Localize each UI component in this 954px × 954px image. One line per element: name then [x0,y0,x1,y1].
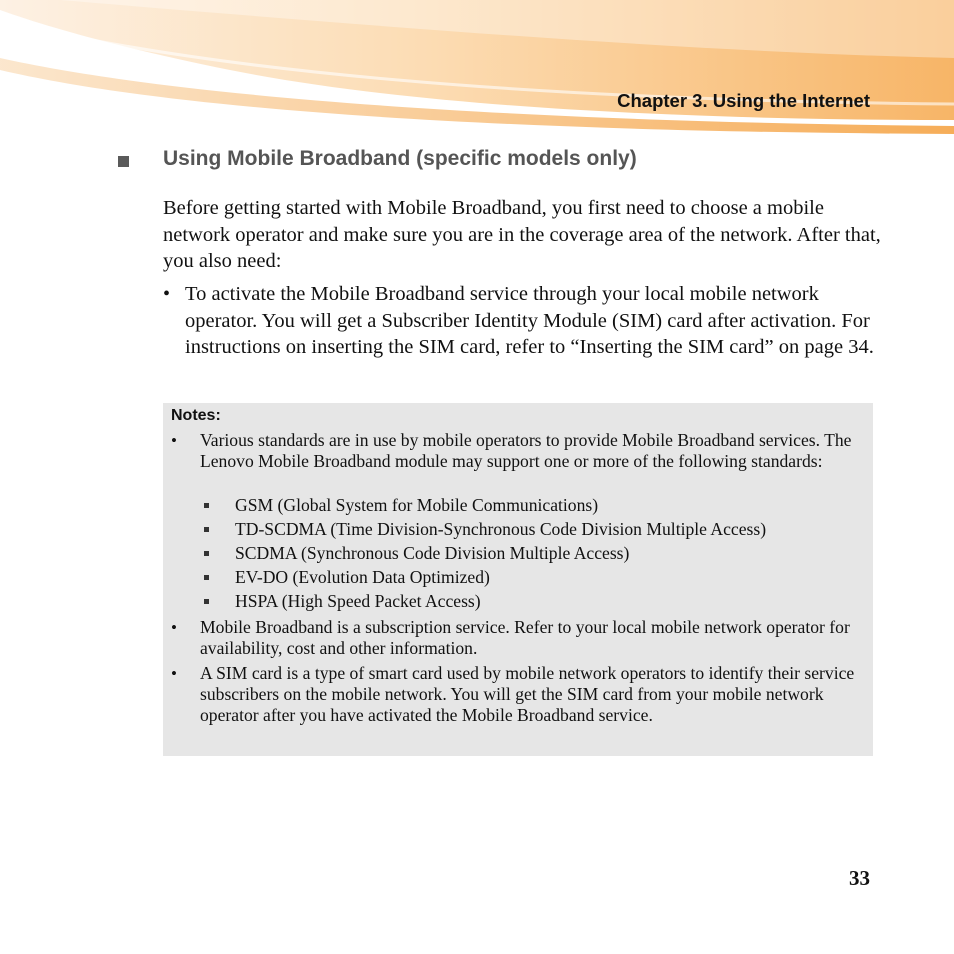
standard-text: TD-SCDMA (Time Division-Synchronous Code Division Multiple Access) [235,519,767,539]
standard-item [163,495,873,519]
square-bullet-icon [204,575,209,580]
bullet-icon: • [171,618,177,637]
bullet-icon: • [163,283,171,305]
square-bullet-icon [118,156,129,167]
standard-item [163,591,873,615]
note-text: A SIM card is a type of smart card used by mobile network operators to identify their service subscribers on the mobile network. You will get the SIM card from your mobile network operator after you have activated the Mobile Broadband service. [200,663,855,725]
intro-paragraph: Before getting started with Mobile Broadband, you first need to choose a mobile network operator and make sure you are in the coverage area of the network. After that, you also need: [163,197,881,272]
square-bullet-icon [204,503,209,508]
standard-item [163,567,873,591]
chapter-title: Chapter 3. Using the Internet [617,90,870,111]
standard-text: SCDMA (Synchronous Code Division Multiple Access) [235,543,630,563]
bullet-icon: • [171,431,177,450]
page-number: 33 [849,866,870,890]
section-heading: Using Mobile Broadband (specific models only) [163,147,637,170]
standard-text: EV-DO (Evolution Data Optimized) [235,567,490,587]
square-bullet-icon [204,599,209,604]
standard-item [163,543,873,567]
bullet-icon: • [171,664,177,683]
bullet-text: To activate the Mobile Broadband service through your local mobile network operator. You will get a Subscriber Identity Module (SIM) card after activation. For instructions on inserting the SIM card, refer to “Inserting the SIM card” on page 34. [185,283,874,358]
standard-text: GSM (Global System for Mobile Communications) [235,495,599,515]
standard-text: HSPA (High Speed Packet Access) [235,591,481,611]
note-text: Mobile Broadband is a subscription service. Refer to your local mobile network operator for availability, cost and other information. [200,617,850,658]
square-bullet-icon [204,527,209,532]
notes-title: Notes: [171,407,221,424]
square-bullet-icon [204,551,209,556]
note-text: Various standards are in use by mobile operators to provide Mobile Broadband services. The Lenovo Mobile Broadband module may support one or more of the following standards: [200,430,852,471]
standard-item [163,519,873,543]
header-banner [0,0,954,140]
notes-box [163,403,873,756]
